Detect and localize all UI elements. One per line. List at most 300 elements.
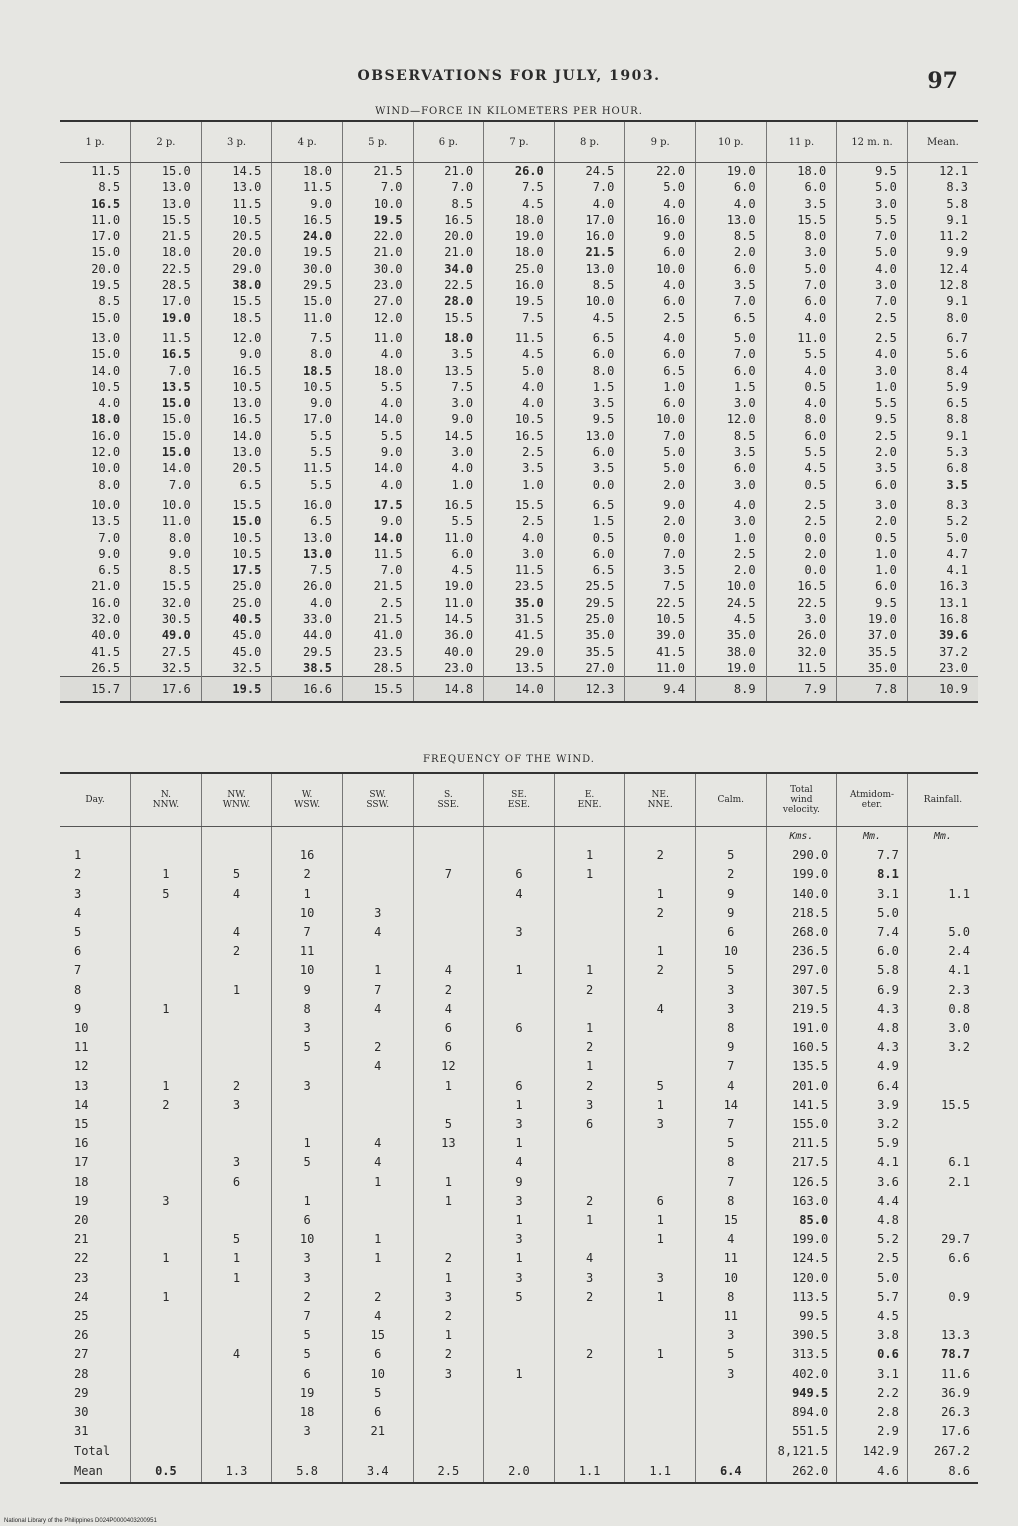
table-cell: 0.5 <box>554 530 625 546</box>
table-cell: 5 <box>201 1230 272 1249</box>
table-cell: 23.5 <box>484 578 555 594</box>
total-cell <box>131 1442 202 1462</box>
table-cell: 11.5 <box>484 562 555 578</box>
table-cell: 45.0 <box>201 627 272 643</box>
column-header: 7 p. <box>484 121 555 163</box>
table-cell <box>342 1077 413 1096</box>
table-cell <box>554 1307 625 1326</box>
table-cell: 7.5 <box>625 578 696 594</box>
table-cell: 9.0 <box>625 493 696 513</box>
table-cell: 10.0 <box>60 460 131 476</box>
table-cell: 20.0 <box>413 228 484 244</box>
table-cell: 8.5 <box>60 293 131 309</box>
table-cell: 18.0 <box>484 244 555 260</box>
table-cell: 141.5 <box>766 1096 837 1115</box>
mean-cell: 7.9 <box>766 677 837 703</box>
table-cell <box>484 1307 555 1326</box>
table-cell: 9.0 <box>342 444 413 460</box>
table-cell: 25.0 <box>201 578 272 594</box>
table-cell: 7 <box>272 1307 343 1326</box>
mean-cell: 7.8 <box>837 677 908 703</box>
table-cell <box>413 904 484 923</box>
table-cell: 2 <box>625 961 696 980</box>
table-cell: 12.8 <box>939 278 968 293</box>
table-cell: 6.0 <box>766 428 837 444</box>
table-cell: 14.0 <box>131 460 202 476</box>
table-cell: 15.5 <box>941 1097 970 1112</box>
table-cell: 11.5 <box>342 546 413 562</box>
units-row <box>60 827 978 847</box>
table-cell <box>201 1326 272 1345</box>
table-cell: 5.0 <box>766 261 837 277</box>
table-cell: 8.0 <box>766 228 837 244</box>
table-cell: 18.0 <box>131 244 202 260</box>
table-cell: 7.5 <box>272 326 343 346</box>
table-cell: 5.2 <box>837 1230 908 1249</box>
table-cell: 4.3 <box>837 1000 908 1019</box>
table-cell <box>907 1115 978 1134</box>
table-cell: 2 <box>554 981 625 1000</box>
table-cell: 3 <box>554 1096 625 1115</box>
table-cell: 8.3 <box>946 497 968 512</box>
table-cell: 160.5 <box>766 1038 837 1057</box>
table-row <box>60 1000 978 1019</box>
table-cell <box>625 1153 696 1172</box>
table-cell: 5.5 <box>766 444 837 460</box>
frequency-table <box>60 772 978 1484</box>
table-cell: 16.5 <box>413 493 484 513</box>
table-cell: 10 <box>695 942 766 961</box>
table-cell: 27.5 <box>131 644 202 660</box>
table-cell: 8.5 <box>131 562 202 578</box>
table-cell: 9 <box>484 1173 555 1192</box>
table-cell: 13.5 <box>131 379 202 395</box>
mean-cell: 1.1 <box>554 1462 625 1483</box>
table-cell: 21.5 <box>342 611 413 627</box>
total-cell <box>201 1442 272 1462</box>
table-cell <box>131 1173 202 1192</box>
table-cell: 4 <box>342 1307 413 1326</box>
table-cell: 1 <box>484 961 555 980</box>
table-cell: 2.0 <box>695 244 766 260</box>
table-cell: 16.3 <box>939 579 968 594</box>
table-cell: 15.5 <box>484 493 555 513</box>
table-row <box>60 277 978 293</box>
table-cell <box>907 865 978 884</box>
table-cell: 19.5 <box>342 212 413 228</box>
table-row <box>60 546 978 562</box>
table-cell: 15.0 <box>60 244 131 260</box>
table-cell <box>484 1422 555 1441</box>
unit-cell: Mm. <box>837 827 908 847</box>
table-row <box>60 578 978 594</box>
mean-cell: 12.3 <box>554 677 625 703</box>
table-cell: 13.0 <box>554 261 625 277</box>
total-cell <box>554 1442 625 1462</box>
table-cell: 21.5 <box>342 163 413 180</box>
table-cell: 16.5 <box>201 411 272 427</box>
table-cell: 7.0 <box>131 363 202 379</box>
table-cell: 10 <box>272 961 343 980</box>
table-row <box>60 395 978 411</box>
table-cell: 1.0 <box>413 477 484 493</box>
table-cell: 5.7 <box>837 1288 908 1307</box>
table-row <box>60 1134 978 1153</box>
table-row <box>60 196 978 212</box>
table-cell <box>131 1307 202 1326</box>
table-cell: 1 <box>201 981 272 1000</box>
table-cell: 163.0 <box>766 1192 837 1211</box>
table-row <box>60 865 978 884</box>
table-cell: 24.5 <box>554 163 625 180</box>
table-row <box>60 1211 978 1230</box>
table-row <box>60 1192 978 1211</box>
table-cell: 19 <box>272 1384 343 1403</box>
table-cell: 2 <box>695 865 766 884</box>
table-cell: 13.0 <box>554 428 625 444</box>
table-cell: 10.5 <box>484 411 555 427</box>
table-cell: 3.5 <box>554 460 625 476</box>
table-cell: 25 <box>60 1307 131 1326</box>
table-cell: 7 <box>695 1057 766 1076</box>
table-cell: 25.0 <box>554 611 625 627</box>
table-cell: 3 <box>342 904 413 923</box>
table-cell: 218.5 <box>766 904 837 923</box>
column-header: Calm. <box>695 773 766 827</box>
table-cell: 12.0 <box>60 444 131 460</box>
table-cell: 37.2 <box>939 644 968 659</box>
table-cell: 6.5 <box>554 326 625 346</box>
table-cell: 19.5 <box>484 293 555 309</box>
table-cell: 11.5 <box>60 163 131 180</box>
table-cell: 3 <box>484 1115 555 1134</box>
table-cell: 9.0 <box>625 228 696 244</box>
table-cell: 155.0 <box>766 1115 837 1134</box>
table-cell: 10 <box>272 904 343 923</box>
table-cell: 7 <box>60 961 131 980</box>
table-cell: 3.9 <box>837 1096 908 1115</box>
table-cell: 3.5 <box>625 562 696 578</box>
column-header: 4 p. <box>272 121 343 163</box>
table-cell: 5.5 <box>342 379 413 395</box>
table-cell: 7.0 <box>766 277 837 293</box>
table-cell: 26.3 <box>941 1405 970 1420</box>
table-cell: 15.0 <box>131 428 202 444</box>
table-cell: 23.0 <box>413 660 484 677</box>
table-cell: 124.5 <box>766 1249 837 1268</box>
table-cell: 4.0 <box>484 379 555 395</box>
table-cell: 2.9 <box>837 1422 908 1441</box>
table-cell <box>342 846 413 865</box>
table-row <box>60 923 978 942</box>
table-cell: 6.5 <box>272 513 343 529</box>
table-cell: 7.7 <box>837 846 908 865</box>
table-cell <box>907 1077 978 1096</box>
table-cell: 29.5 <box>554 595 625 611</box>
total-row <box>60 1442 978 1462</box>
table-cell: 8.0 <box>60 477 131 493</box>
table-row <box>60 1057 978 1076</box>
column-header: E. ENE. <box>554 773 625 827</box>
total-cell <box>625 1442 696 1462</box>
table-row <box>60 1365 978 1384</box>
table-cell: 4 <box>413 961 484 980</box>
table-cell: 16.5 <box>766 578 837 594</box>
table-cell: 5 <box>695 1345 766 1364</box>
table-row <box>60 846 978 865</box>
table-cell: 8.5 <box>554 277 625 293</box>
table-cell: 23.0 <box>342 277 413 293</box>
table-cell <box>342 885 413 904</box>
table-row <box>60 961 978 980</box>
table-cell: 15.0 <box>272 293 343 309</box>
table-cell <box>554 1153 625 1172</box>
table-cell <box>131 923 202 942</box>
table-cell <box>131 846 202 865</box>
table-cell: 4.5 <box>413 562 484 578</box>
table-cell: 6.0 <box>837 942 908 961</box>
table-cell: 5.0 <box>948 925 970 940</box>
table-cell: 15.5 <box>201 293 272 309</box>
table-cell: 11.0 <box>413 595 484 611</box>
table-cell: 4 <box>201 1345 272 1364</box>
table-cell: 4 <box>342 1153 413 1172</box>
table-cell: 40.0 <box>413 644 484 660</box>
table-cell: 3.0 <box>948 1021 970 1036</box>
table-cell: 13.0 <box>131 196 202 212</box>
table-cell: 31.5 <box>484 611 555 627</box>
table-cell: 4.5 <box>484 346 555 362</box>
table-cell: 949.5 <box>766 1384 837 1403</box>
mean-cell: 2.5 <box>413 1462 484 1483</box>
table-cell: 6 <box>201 1173 272 1192</box>
table-cell: 4 <box>554 1249 625 1268</box>
table-cell: 199.0 <box>766 865 837 884</box>
table-cell <box>484 981 555 1000</box>
table-cell: 35.5 <box>554 644 625 660</box>
table-cell <box>131 1403 202 1422</box>
mean-cell: Mean <box>60 1462 131 1483</box>
table-cell: 1 <box>201 1269 272 1288</box>
table-cell: 7 <box>695 1115 766 1134</box>
table-cell: 4 <box>484 885 555 904</box>
table-cell: 16.8 <box>939 612 968 627</box>
table-cell: 5 <box>342 1384 413 1403</box>
table-row <box>60 1288 978 1307</box>
table-cell: 20.0 <box>60 261 131 277</box>
table-cell: 4.0 <box>554 196 625 212</box>
table-cell: 3.1 <box>837 885 908 904</box>
column-header: 10 p. <box>695 121 766 163</box>
table-cell: 5.0 <box>625 179 696 195</box>
table-cell: 6.5 <box>554 493 625 513</box>
table-cell: 9.9 <box>946 245 968 260</box>
table-cell: 5.2 <box>946 514 968 529</box>
table-cell: 13.0 <box>272 546 343 562</box>
table-cell: 1 <box>60 846 131 865</box>
table-cell: 2 <box>554 1192 625 1211</box>
table-cell: 19.0 <box>413 578 484 594</box>
table-cell: 11.5 <box>484 326 555 346</box>
table-cell: 11 <box>272 942 343 961</box>
table-row <box>60 1269 978 1288</box>
table-cell <box>695 1403 766 1422</box>
table-cell: 3.5 <box>695 444 766 460</box>
table-cell: 11.5 <box>766 660 837 677</box>
table-cell: 0.5 <box>766 477 837 493</box>
table-cell: 2.0 <box>837 513 908 529</box>
table-cell: 6.0 <box>695 179 766 195</box>
table-cell: 11 <box>695 1249 766 1268</box>
table-cell: 2 <box>413 1307 484 1326</box>
table-cell: 2 <box>342 1038 413 1057</box>
table-cell: 11.5 <box>272 179 343 195</box>
table-cell: 2.5 <box>837 310 908 326</box>
table-cell: 2.0 <box>695 562 766 578</box>
table-cell <box>342 1115 413 1134</box>
table-cell: 11.5 <box>131 326 202 346</box>
table-cell <box>342 1269 413 1288</box>
total-cell <box>413 1442 484 1462</box>
table-cell <box>554 1230 625 1249</box>
table-cell: 3 <box>695 1365 766 1384</box>
table-cell: 4.5 <box>484 196 555 212</box>
table-cell: 1 <box>342 961 413 980</box>
table-cell: 7.0 <box>625 546 696 562</box>
table-cell: 4.4 <box>837 1192 908 1211</box>
unit-cell <box>413 827 484 847</box>
table-cell: 15.0 <box>131 163 202 180</box>
table-row <box>60 228 978 244</box>
table-cell: 1 <box>413 1077 484 1096</box>
table-cell: 6.5 <box>554 562 625 578</box>
table-cell: 3 <box>272 1249 343 1268</box>
table-cell <box>201 1057 272 1076</box>
table-cell: 0.0 <box>625 530 696 546</box>
table-cell <box>554 904 625 923</box>
table-cell: 6.1 <box>948 1155 970 1170</box>
table-cell: 15.5 <box>131 212 202 228</box>
table-cell: 3 <box>131 1192 202 1211</box>
table-cell <box>625 1249 696 1268</box>
table-cell: 9.5 <box>554 411 625 427</box>
table-cell: 15.0 <box>131 444 202 460</box>
table-cell: 15.5 <box>413 310 484 326</box>
table-cell: 6 <box>413 1019 484 1038</box>
table-cell: 24.0 <box>272 228 343 244</box>
unit-cell <box>554 827 625 847</box>
table-cell: 27.0 <box>554 660 625 677</box>
table-cell <box>342 942 413 961</box>
table-cell: 15 <box>60 1115 131 1134</box>
table-cell: 3.5 <box>695 277 766 293</box>
table-cell <box>201 1307 272 1326</box>
total-cell <box>695 1442 766 1462</box>
table-cell: 6.8 <box>946 461 968 476</box>
table-cell: 19.5 <box>60 277 131 293</box>
table-cell: 99.5 <box>766 1307 837 1326</box>
table-cell: 5.5 <box>413 513 484 529</box>
table-row <box>60 1422 978 1441</box>
column-header: Mean. <box>907 121 978 163</box>
table-cell: 8 <box>695 1192 766 1211</box>
table-cell: 2 <box>554 1038 625 1057</box>
table-cell: 5.6 <box>946 347 968 362</box>
table-cell: 2 <box>201 1077 272 1096</box>
table-cell: 8 <box>695 1288 766 1307</box>
table-cell: 32.5 <box>131 660 202 677</box>
table-cell: 8.5 <box>695 428 766 444</box>
table-cell <box>413 1153 484 1172</box>
table-cell: 0.0 <box>766 562 837 578</box>
table-cell: 6.0 <box>625 244 696 260</box>
table-row <box>60 904 978 923</box>
table-cell: 1.0 <box>837 379 908 395</box>
table-cell: 16.5 <box>201 363 272 379</box>
table-row <box>60 627 978 643</box>
table-cell: 40.0 <box>60 627 131 643</box>
table-cell: 9.0 <box>413 411 484 427</box>
table-cell: 11.5 <box>201 196 272 212</box>
table-cell: 15.5 <box>766 212 837 228</box>
table-cell: 211.5 <box>766 1134 837 1153</box>
table-cell: 9.0 <box>342 513 413 529</box>
table-cell: 1 <box>554 846 625 865</box>
table-cell: 4.5 <box>554 310 625 326</box>
table-row <box>60 163 978 180</box>
table-cell: 21.5 <box>131 228 202 244</box>
table-cell <box>484 1403 555 1422</box>
table-cell <box>554 1000 625 1019</box>
table-cell: 5.5 <box>766 346 837 362</box>
table-cell: 4 <box>695 1077 766 1096</box>
table-cell: 11 <box>695 1307 766 1326</box>
table-cell <box>342 1019 413 1038</box>
table-cell: 5.8 <box>837 961 908 980</box>
table-cell <box>907 904 978 923</box>
table-cell: 8.5 <box>413 196 484 212</box>
table-cell: 4.1 <box>946 563 968 578</box>
table-cell: 9.0 <box>60 546 131 562</box>
table-cell: 1 <box>413 1326 484 1345</box>
table-cell <box>625 865 696 884</box>
table-cell: 36.0 <box>413 627 484 643</box>
table-cell: 4.8 <box>837 1211 908 1230</box>
table-cell: 41.0 <box>342 627 413 643</box>
table-cell: 28 <box>60 1365 131 1384</box>
table-cell: 16.5 <box>413 212 484 228</box>
table-cell: 18 <box>60 1173 131 1192</box>
column-header: NE. NNE. <box>625 773 696 827</box>
mean-cell: 4.6 <box>837 1462 908 1483</box>
table-cell: 13.3 <box>941 1328 970 1343</box>
table-cell: 11.0 <box>766 326 837 346</box>
table-cell: 2 <box>625 846 696 865</box>
table-cell <box>201 904 272 923</box>
table-row <box>60 981 978 1000</box>
table-cell: 7.0 <box>625 428 696 444</box>
column-header: 6 p. <box>413 121 484 163</box>
table-cell <box>131 1057 202 1076</box>
table-cell: 5 <box>695 961 766 980</box>
table-cell: 11.0 <box>60 212 131 228</box>
table-cell: 1.5 <box>554 379 625 395</box>
total-cell <box>342 1442 413 1462</box>
table-cell: 32.0 <box>766 644 837 660</box>
table-cell: 5.0 <box>625 460 696 476</box>
table-cell: 9.5 <box>837 411 908 427</box>
table-cell: 290.0 <box>766 846 837 865</box>
